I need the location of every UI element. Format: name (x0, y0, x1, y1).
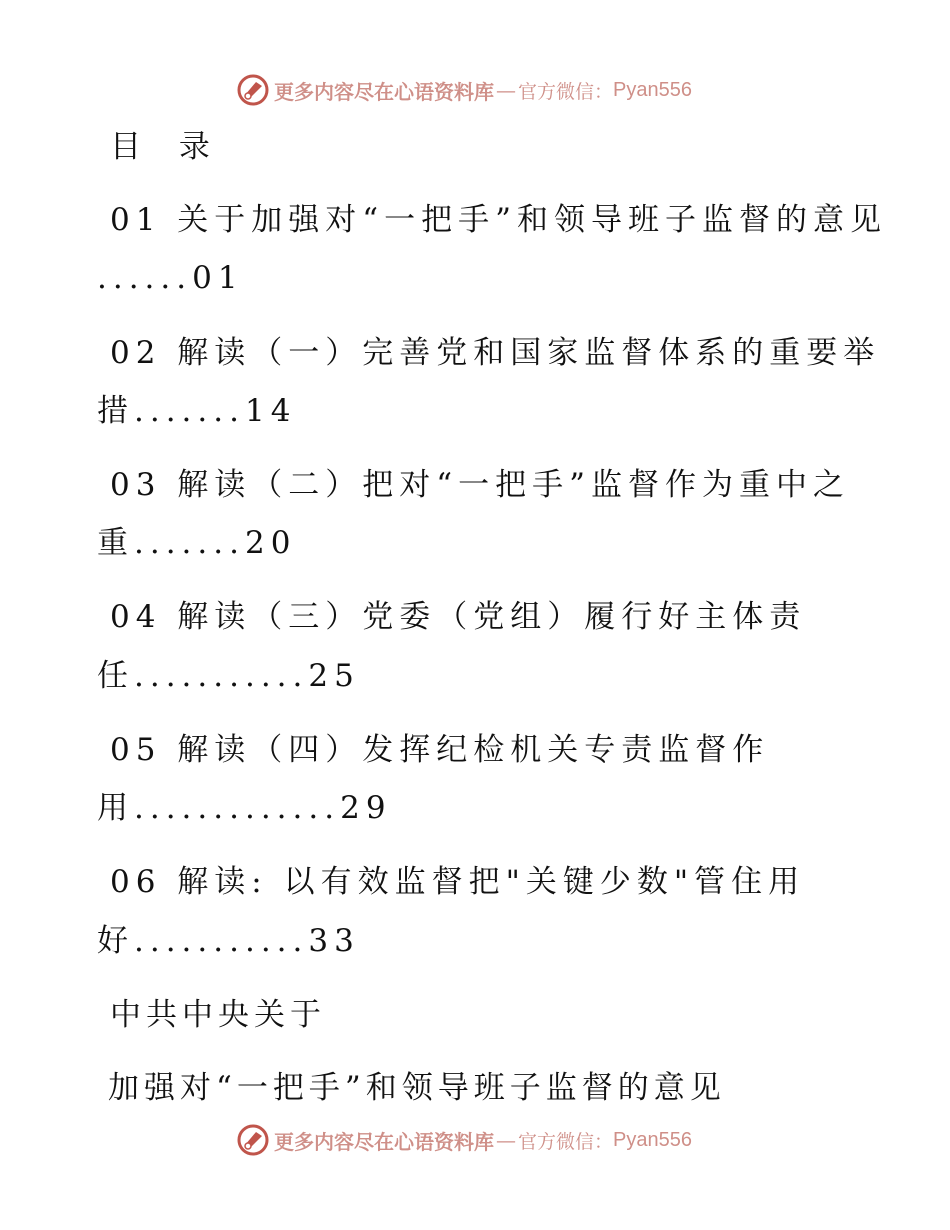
toc-entry-01-page: ......01 (97, 260, 244, 296)
watermark-separator: — (496, 1128, 516, 1152)
toc-entry-02-page: 措.......14 (97, 393, 297, 429)
header-watermark (236, 72, 692, 108)
toc-entry-06-page: 好...........33 (97, 923, 360, 959)
toc-entry-06-title: 06 解读: 以有效监督把"关键少数"管住用 (110, 864, 806, 900)
watermark-official-label: 官方微信： (518, 80, 614, 103)
watermark-separator: — (496, 78, 516, 102)
toc-title: 目 录 (110, 129, 224, 165)
toc-entry-05-page: 用.............29 (97, 790, 392, 826)
watermark-wechat-id: Pyan556 (613, 78, 692, 101)
toc-entry-05-title: 05 解读（四）发挥纪检机关专责监督作 (110, 732, 770, 768)
toc-entry-04-title: 04 解读（三）党委（党组）履行好主体责 (110, 599, 807, 635)
brand-logo-icon (236, 73, 270, 107)
document-heading-line1: 中共中央关于 (110, 997, 326, 1033)
toc-entry-01-title: 01 关于加强对“一把手”和领导班子监督的意见 (110, 202, 887, 238)
brand-logo-icon (236, 1123, 270, 1157)
toc-entry-04-page: 任...........25 (97, 658, 360, 694)
watermark-wechat-id: Pyan556 (613, 1128, 692, 1151)
toc-entry-03-page: 重.......20 (97, 525, 297, 561)
footer-watermark (236, 1122, 692, 1158)
toc-entry-02-title: 02 解读（一）完善党和国家监督体系的重要举 (110, 335, 881, 371)
watermark-text: 更多内容尽在心语资料库 (274, 79, 494, 104)
watermark-text: 更多内容尽在心语资料库 (274, 1129, 494, 1154)
toc-entry-03-title: 03 解读（二）把对“一把手”监督作为重中之 (110, 467, 850, 503)
watermark-official-label: 官方微信： (518, 1130, 614, 1153)
document-heading-line2: 加强对“一把手”和领导班子监督的意见 (108, 1070, 726, 1106)
